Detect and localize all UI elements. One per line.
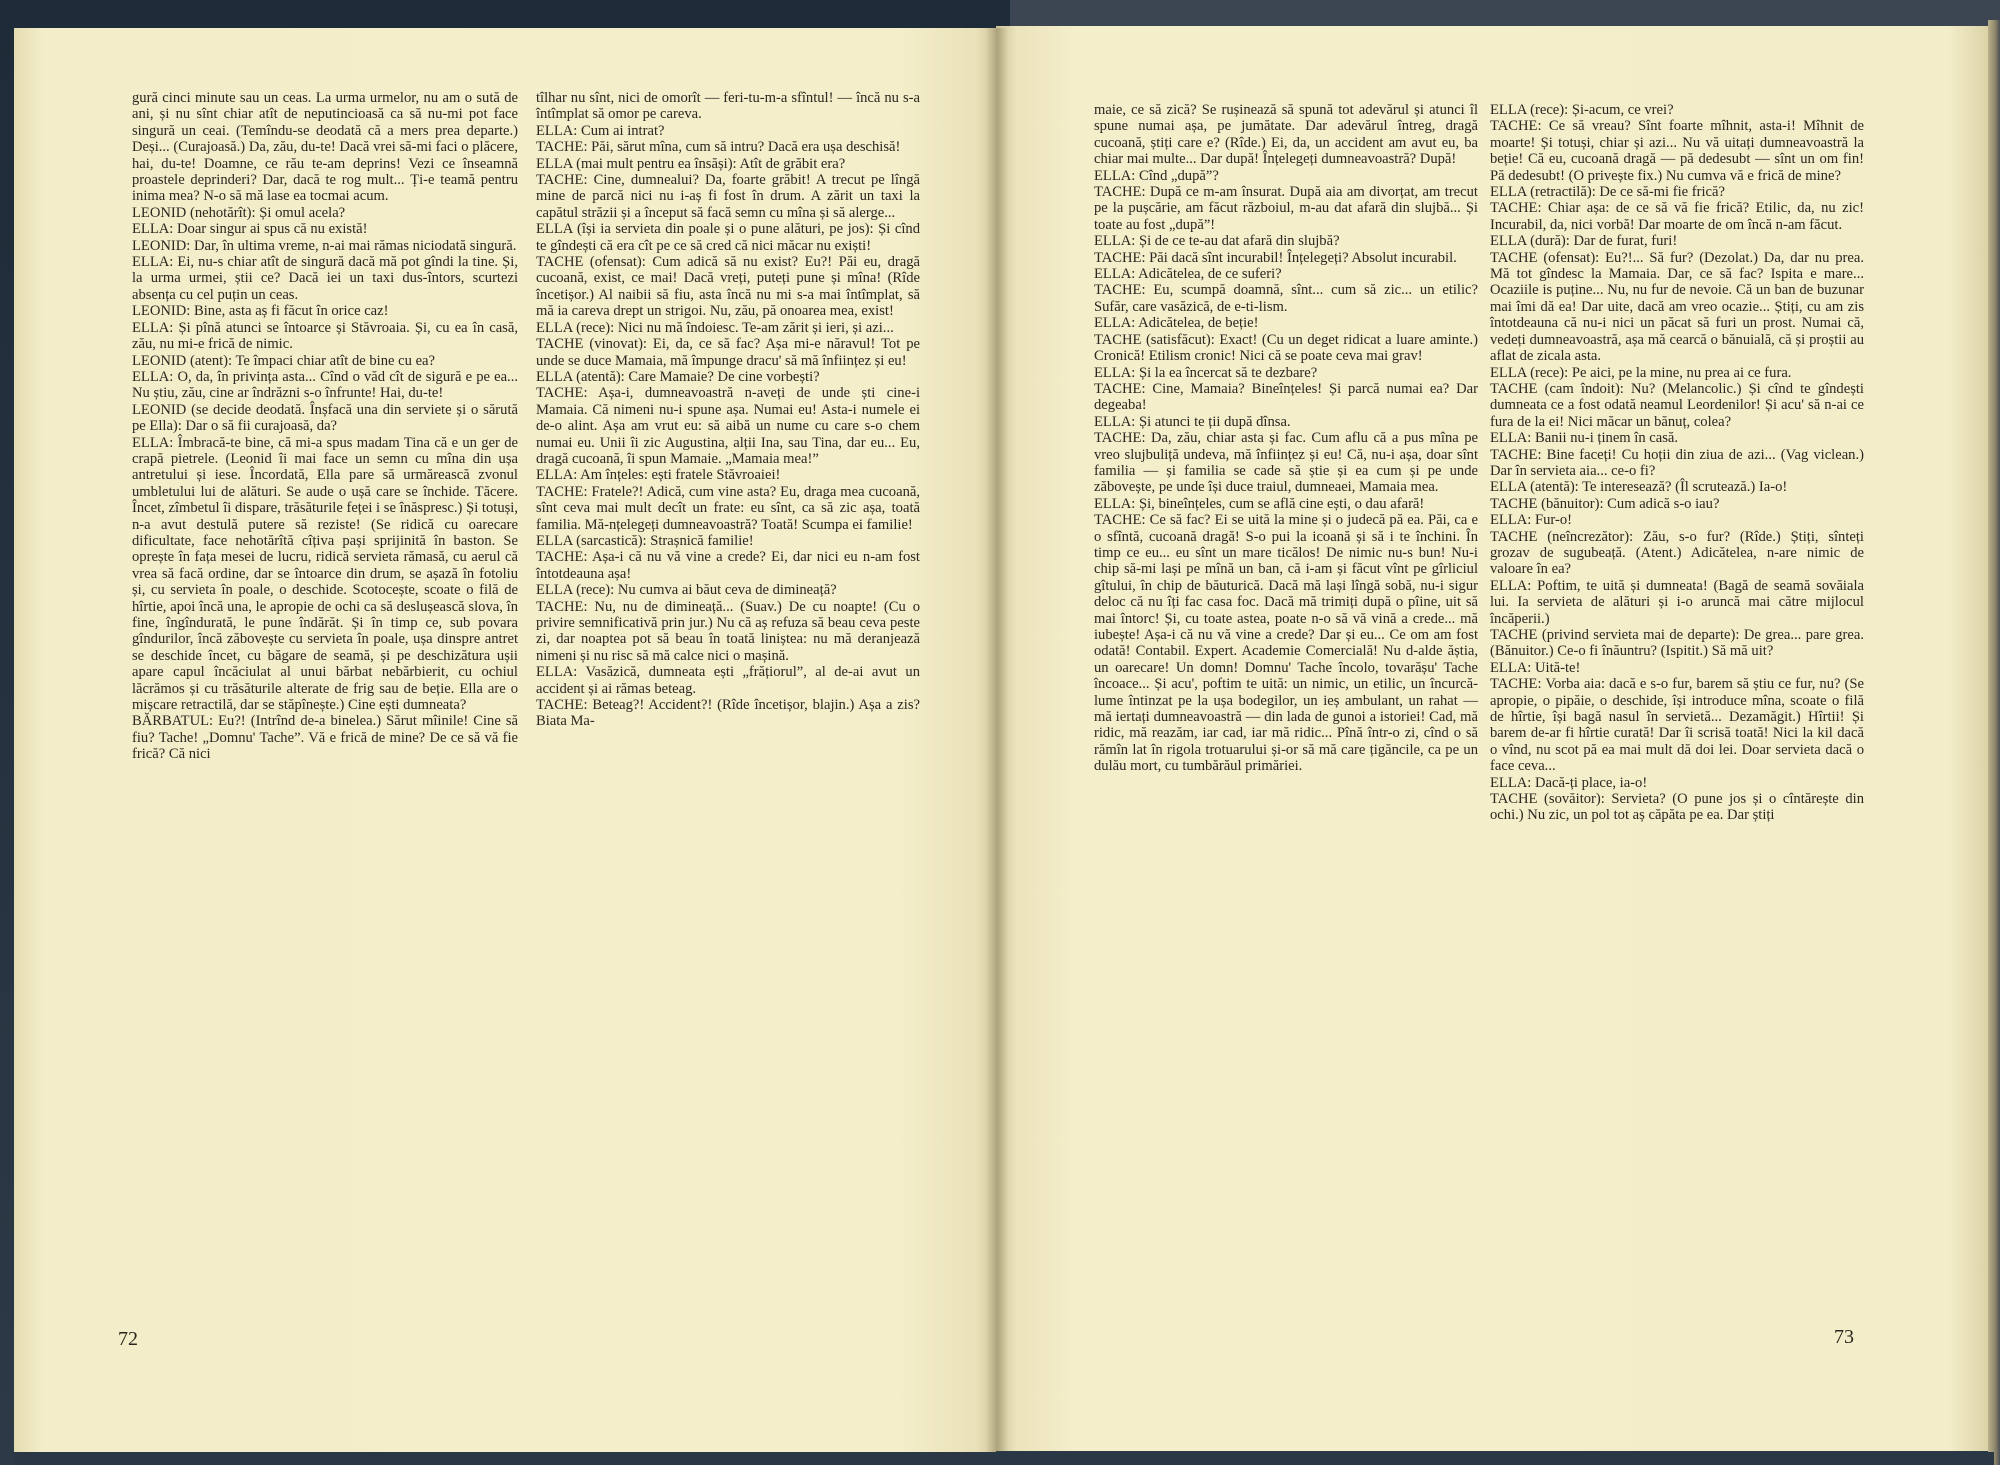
left-page-column-2: tîlhar nu sînt, nici de omorît — feri-tu-m-a sfîntul! — încă nu s-a întîmplat să omor pe careva. ELLA: Cum ai intrat? TACHE: Păi, sărut mîna, cum să intru? Dacă era ușa deschisă! ELLA (mai mult pentru ea însăși): Atît de grăbit era? TACHE: Cine, dumnealui? Da, foarte grăbit! A trecut pe lîngă mine de parcă nici nu i-aș fi fost în drum. A zărit un taxi la capătul străzii și a început să facă semn cu mîna și să alerge... ELLA (își ia servieta din poale și o pune alături, pe jos): Și cînd te gîndești că era cît pe ce să cred că nici măcar nu exiști! TACHE (ofensat): Cum adică să nu exist? Eu?! Păi eu, dragă cucoană, exist, ce mai! Dacă vreți, puteți pune și mîna! (Rîde încetișor.) Al naibii să fiu, asta încă nu mi s-a mai întîmplat, să mă ia careva drept un strigoi. Nu, zău, pă onoarea mea, exist! ELLA (rece): Nici nu mă îndoiesc. Te-am zărit și ieri, și azi... TACHE (vinovat): Ei, da, ce să fac? Așa mi-e năravul! Tot pe unde se duce Mamaia, mă împunge dracu' să mă înființez și eu! ELLA (atentă): Care Mamaie? De cine vorbești? TACHE: Așa-i, dumneavoastră n-aveți de unde ști cine-i Mamaia. Că nimeni nu-i spune așa. Numai eu! Asta-i numele ei de-o alint. Așa am vrut eu: să aibă un nume cu care s-o chem numai eu. Unii îi zic Augustina, alții Ina, sau Tina, dar eu... Eu, dragă cucoană, îi spun Mamaie. „Mamaia mea!” ELLA: Am înțeles: ești fratele Stăvroaiei! TACHE: Fratele?! Adică, cum vine asta? Eu, draga mea cucoană, sînt ceva mai mult decît un frate: eu sînt, ca să zic așa, toată familia. Mă-nțelegeți dumneavoastră? Toată! Scumpa ei familie! ELLA (sarcastică): Strașnică familie! TACHE: Așa-i că nu vă vine a crede? Ei, dar nici eu n-am fost întotdeauna așa! ELLA (rece): Nu cumva ai băut ceva de dimineață? TACHE: Nu, nu de dimineață... (Suav.) De cu noapte! (Cu o privire semnificativă prin jur.) Nu că aș refuza să beau ceva peste zi, dar noaptea pot să beau în toată liniștea: nu mă deranjează nimeni și nu risc să mă calce nici o mașină. ELLA: Vasăzică, dumneata ești „frățiorul”, al de-ai avut un accident și ai rămas beteag. TACHE: Beteag?! Accident?! (Rîde încetișor, blajin.) Așa a zis? Biata Ma- <box>536 90 920 730</box>
cover-bottom-edge <box>14 1452 1994 1465</box>
page-edges <box>1988 20 2000 1465</box>
page-number: 73 <box>1834 1326 1854 1348</box>
book-gutter <box>986 28 1008 1453</box>
right-page <box>996 26 1988 1451</box>
left-page <box>14 28 996 1453</box>
right-page-column-2: ELLA (rece): Și-acum, ce vrei? TACHE: Ce să vreau? Sînt foarte mîhnit, asta-i! Mîhnit de moarte! Și totuși, chiar și azi... Nu vă uitați dumneavoastră la beție! Că eu, cucoană dragă — pă dedesubt — sînt un om fin! Pă dedesubt! (O privește fix.) Nu cumva vă e frică de mine? ELLA (retractilă): De ce să-mi fie frică? TACHE: Chiar așa: de ce să vă fie frică? Etilic, da, nu zic! Incurabil, da, nici vorbă! Dar moarte de om încă n-am făcut. ELLA (dură): Dar de furat, furi! TACHE (ofensat): Eu?!... Să fur? (Dezolat.) Da, dar nu prea. Mă tot gîndesc la Mamaia. Dar, ce să fac? Ispita e mare... Ocaziile is puține... Nu, nu fur de nevoie. Că un ban de buzunar mai îmi dă ea! Dar uite, dacă am vreo ocazie... Știți, cu am zis întotdeauna că nu-i nici un păcat să furi un prost. Numai că, vedeți dumneavoastră, așa mă cearcă o bănuială, că și proștii au aflat de zicala asta. ELLA (rece): Pe aici, pe la mine, nu prea ai ce fura. TACHE (cam îndoit): Nu? (Melancolic.) Și cînd te gîndești dumneata ce a fost odată neamul Leordenilor! Și acu' să n-ai ce fura de la ei! Nici măcar un bănuț, colea? ELLA: Banii nu-i ținem în casă. TACHE: Bine faceți! Cu hoții din ziua de azi... (Vag viclean.) Dar în servieta aia... ce-o fi? ELLA (atentă): Te interesează? (Îl scrutează.) Ia-o! TACHE (bănuitor): Cum adică s-o iau? ELLA: Fur-o! TACHE (neîncrezător): Zău, s-o fur? (Rîde.) Știți, sînteți grozav de sugubeață. (Atent.) Adicătelea, n-are nimic de valoare în ea? ELLA: Poftim, te uită și dumneata! (Bagă de seamă sovăiala lui. Ia servieta de alături și i-o aruncă mai către mijlocul încăperii.) TACHE (privind servieta mai de departe): De grea... pare grea. (Bănuitor.) Ce-o fi înăuntru? (Ispitit.) Să mă uit? ELLA: Uită-te! TACHE: Vorba aia: dacă e s-o fur, barem să știu ce fur, nu? (Se apropie, o pipăie, o deschide, își introduce mîna, scoate o filă de hîrtie, își bagă nasul în servietă... Dezamăgit.) Hîrtii! Și barem de-ar fi hîrtie curată! Dar îi scrisă toată! Nici la kil dacă o vînd, nu scot pă ea mai mult dă doi lei. Doar servieta dacă o face ceva... ELLA: Dacă-ți place, ia-o! TACHE (sovăitor): Servieta? (O pune jos și o cîntărește din ochi.) Nu zic, un pol tot aș căpăta pe ea. Dar știți <box>1490 102 1864 824</box>
right-page-column-1: maie, ce să zică? Se rușinează să spună tot adevărul și atunci îl spune numai așa, pe jumătate. Dar adevărul întreg, dragă cucoană, știți care e? (Rîde.) Ei, da, un accident am avut eu, ba chiar mai multe... Dar după! Înțelegeți dumneavoastră? După! ELLA: Cînd „după”? TACHE: După ce m-am însurat. După aia am divorțat, am trecut pe la pușcărie, am făcut războiul, m-au dat afară din slujbă... Și toate au fost „după”! ELLA: Și de ce te-au dat afară din slujbă? TACHE: Păi dacă sînt incurabil! Înțelegeți? Absolut incurabil. ELLA: Adicătelea, de ce suferi? TACHE: Eu, scumpă doamnă, sînt... cum să zic... un etilic? Sufăr, care vasăzică, de e-ti-lism. ELLA: Adicătelea, de beție! TACHE (satisfăcut): Exact! (Cu un deget ridicat a luare aminte.) Cronică! Etilism cronic! Nici că se poate ceva mai grav! ELLA: Și la ea încercat să te dezbare? TACHE: Cine, Mamaia? Bineînțeles! Și parcă numai ea? Dar degeaba! ELLA: Și atunci te ții după dînsa. TACHE: Da, zău, chiar asta și fac. Cum aflu că a pus mîna pe vreo slujbuliță undeva, mă înființez și eu! Că, nu-i așa, doar sînt familia — și familia se cade să știe și ea cum și pe unde zăbovește, pe unde își duce traiul, dumneaei, Mamaia mea. ELLA: Și, bineînțeles, cum se află cine ești, o dau afară! TACHE: Ce să fac? Ei se uită la mine și o judecă pă ea. Păi, ca e o sfîntă, cucoană dragă! S-o pui la icoană și să i te închini. În timp ce eu... eu sînt un mare ticălos! De nimic nu-s bun! Nu-i chip să-mi lași pe mînă un ban, că i-am și făcut vînt pe gîrliciul gîtului, în chip de băuturică. Dacă mă lași lîngă sobă, nu-i sigur deloc că nu îți fac casa foc. Dacă mă trimiți după o pîine, uit să mai întorc! Și, cu toate astea, poate n-o să vă vină a crede... mă iubește! Așa-i că nu vă vine a crede? Dar și eu... Ce om am fost odată! Contabil. Expert. Academie Comercială! Nu d-alde ăștia, un oarecare! Un domn! Domnu' Tache încolo, tovarășu' Tache încoace... Și acu', poftim te uită: un nimic, un etilic, un încurcă-lume întinzat pe la ușa bodegilor, un ieș ambulant, un rahat — mă iertați dumneavoastră — din lada de gunoi a istoriei! Cad, mă ridic, mă reazăm, iar cad, iar mă ridic... Pînă într-o zi, cînd o să rămîn lat în rigola trotuarului și-or să mă care țigăncile, ca pe un dulău mort, cu tumbărăul primăriei. <box>1094 102 1478 775</box>
page-number: 72 <box>118 1328 138 1350</box>
left-page-column-1: gură cinci minute sau un ceas. La urma urmelor, nu am o sută de ani, și nu sînt chiar atît de neputincioasă ca să nu-mi pot face singură un ceai. (Temîndu-se deodată că a mers prea departe.) Deși... (Curajoasă.) Da, zău, du-te! Dacă vrei să-mi faci o plăcere, hai, du-te! Doamne, ce rău te-am deprins! Vezi ce înseamnă proastele deprinderi? Dar, dacă te rog mult... Ți-e teamă pentru inima mea? N-o să mă lase ea tocmai acum. LEONID (nehotărît): Și omul acela? ELLA: Doar singur ai spus că nu există! LEONID: Dar, în ultima vreme, n-ai mai rămas niciodată singură. ELLA: Ei, nu-s chiar atît de singură dacă mă pot gîndi la tine. Și, la urma urmei, știi ce? Dacă iei un taxi dus-întors, scurtezi absența cu cel puțin un ceas. LEONID: Bine, asta aș fi făcut în orice caz! ELLA: Și pînă atunci se întoarce și Stăvroaia. Și, cu ea în casă, zău, nu mi-e frică de nimic. LEONID (atent): Te împaci chiar atît de bine cu ea? ELLA: O, da, în privința asta... Cînd o văd cît de sigură e pe ea... Nu știu, zău, cine ar îndrăzni s-o înfrunte! Hai, du-te! LEONID (se decide deodată. Înșfacă una din serviete și o sărută pe Ella): Dar o să fii curajoasă, da? ELLA: Îmbracă-te bine, că mi-a spus madam Tina că e un ger de crapă pietrele. (Leonid îi mai face un semn cu mîna din ușa antretului și iese. Încordată, Ella pare să urmărească zvonul umbletului lui de alături. Se aude o ușă care se închide. Tăcere. Încet, zîmbetul îi dispare, trăsăturile feței i se înăspresc.) Și totuși, n-a avut destulă putere să reziste! (Se ridică cu oarecare dificultate, face nehotărîtă cîțiva pași sprijinită în baston. Se oprește în fața mesei de lucru, ridică servieta rămasă, cu aerul că vrea să facă ordine, dar se întoarce din drum, se așază în fotoliu și, cu servieta în poale, o deschide. Scotocește, scoate o filă de hîrtie, apoi încă una, le apropie de ochi ca să deslușească slova, în fine, îngîndurată, le pune îndărăt. Și în timp ce, sub povara gîndurilor, încă zăbovește cu servieta în poale, ușa dinspre antret se deschide încet, cu băgare de seamă, și pe deschizătura ușii apare capul încăciulat al unui bărbat nebărbierit, cu ochiul lăcrămos și cu trăsăturile alterate de frig sau de beție. Ella are o mișcare retractilă, dar se stăpînește.) Cine ești dumneata? BĂRBATUL: Eu?! (Intrînd de-a binelea.) Sărut mîinile! Cine să fiu? Tache! „Domnu' Tache”. Vă e frică de mine? De ce să vă fie frică? Că nici <box>132 90 518 763</box>
